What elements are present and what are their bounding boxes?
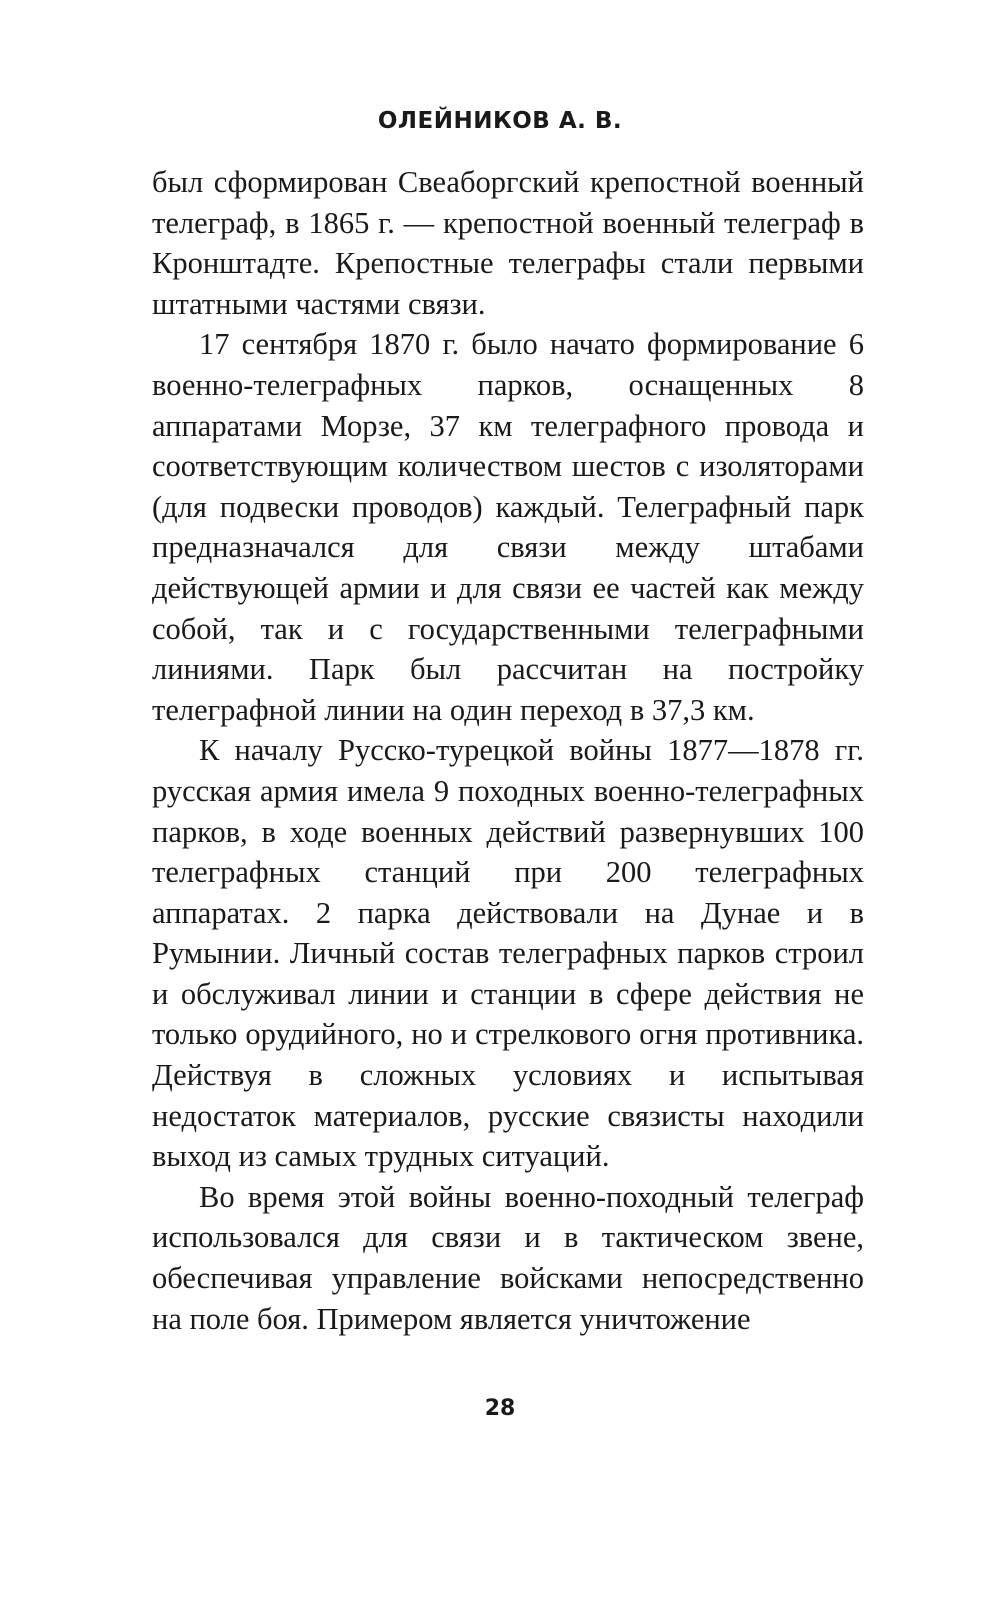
paragraph-tactical-telegraph: Во время этой войны военно-походный телеграф использовался для связи и в тактическом звене, обеспечивая управление войсками непосредственно на поле боя. Примером является уничтожение	[152, 1179, 864, 1336]
paragraph-russo-turkish-war: К началу Русско-турецкой войны 1877—1878 гг. русская армия имела 9 походных военно-телеграфных парков, в ходе военных действий развернувших 100 телеграфных станций при 200 телеграфных аппаратах. 2 парка действовали на Дунае и в Румынии. Личный состав телеграфных парков строил и обслуживал линии и станции в сфере действия не только орудийного, но и стрелкового огня противника. Действуя в сложных условиях и испытывая недостаток материалов, русские связисты находили выход из самых трудных ситуаций.	[152, 733, 864, 1174]
paragraph-telegraph-parks-1870: 17 сентября 1870 г. было начато формирование 6 военно-телеграфных парков, оснащенных 8 аппаратами Морзе, 37 км телеграфного провода и соответствующим количеством шестов с изоляторами (для подвески проводов) каждый. Телеграфный парк предназначался для связи между штабами действующей армии и для связи ее частей как между собой, так и с государственными телеграфными линиями. Парк был рассчитан на постройку телеграфной линии на один переход в 37,3 км.	[152, 327, 864, 727]
paragraph-continuation: был сформирован Свеаборгский крепостной военный телеграф, в 1865 г. — крепостной военный телеграф в Кронштадте. Крепостные телеграфы стали первыми штатными частями связи.	[152, 165, 864, 321]
running-head-author: ОЛЕЙНИКОВ А. В.	[377, 108, 623, 134]
page-number: 28	[484, 1396, 516, 1421]
body-text	[152, 162, 864, 1339]
